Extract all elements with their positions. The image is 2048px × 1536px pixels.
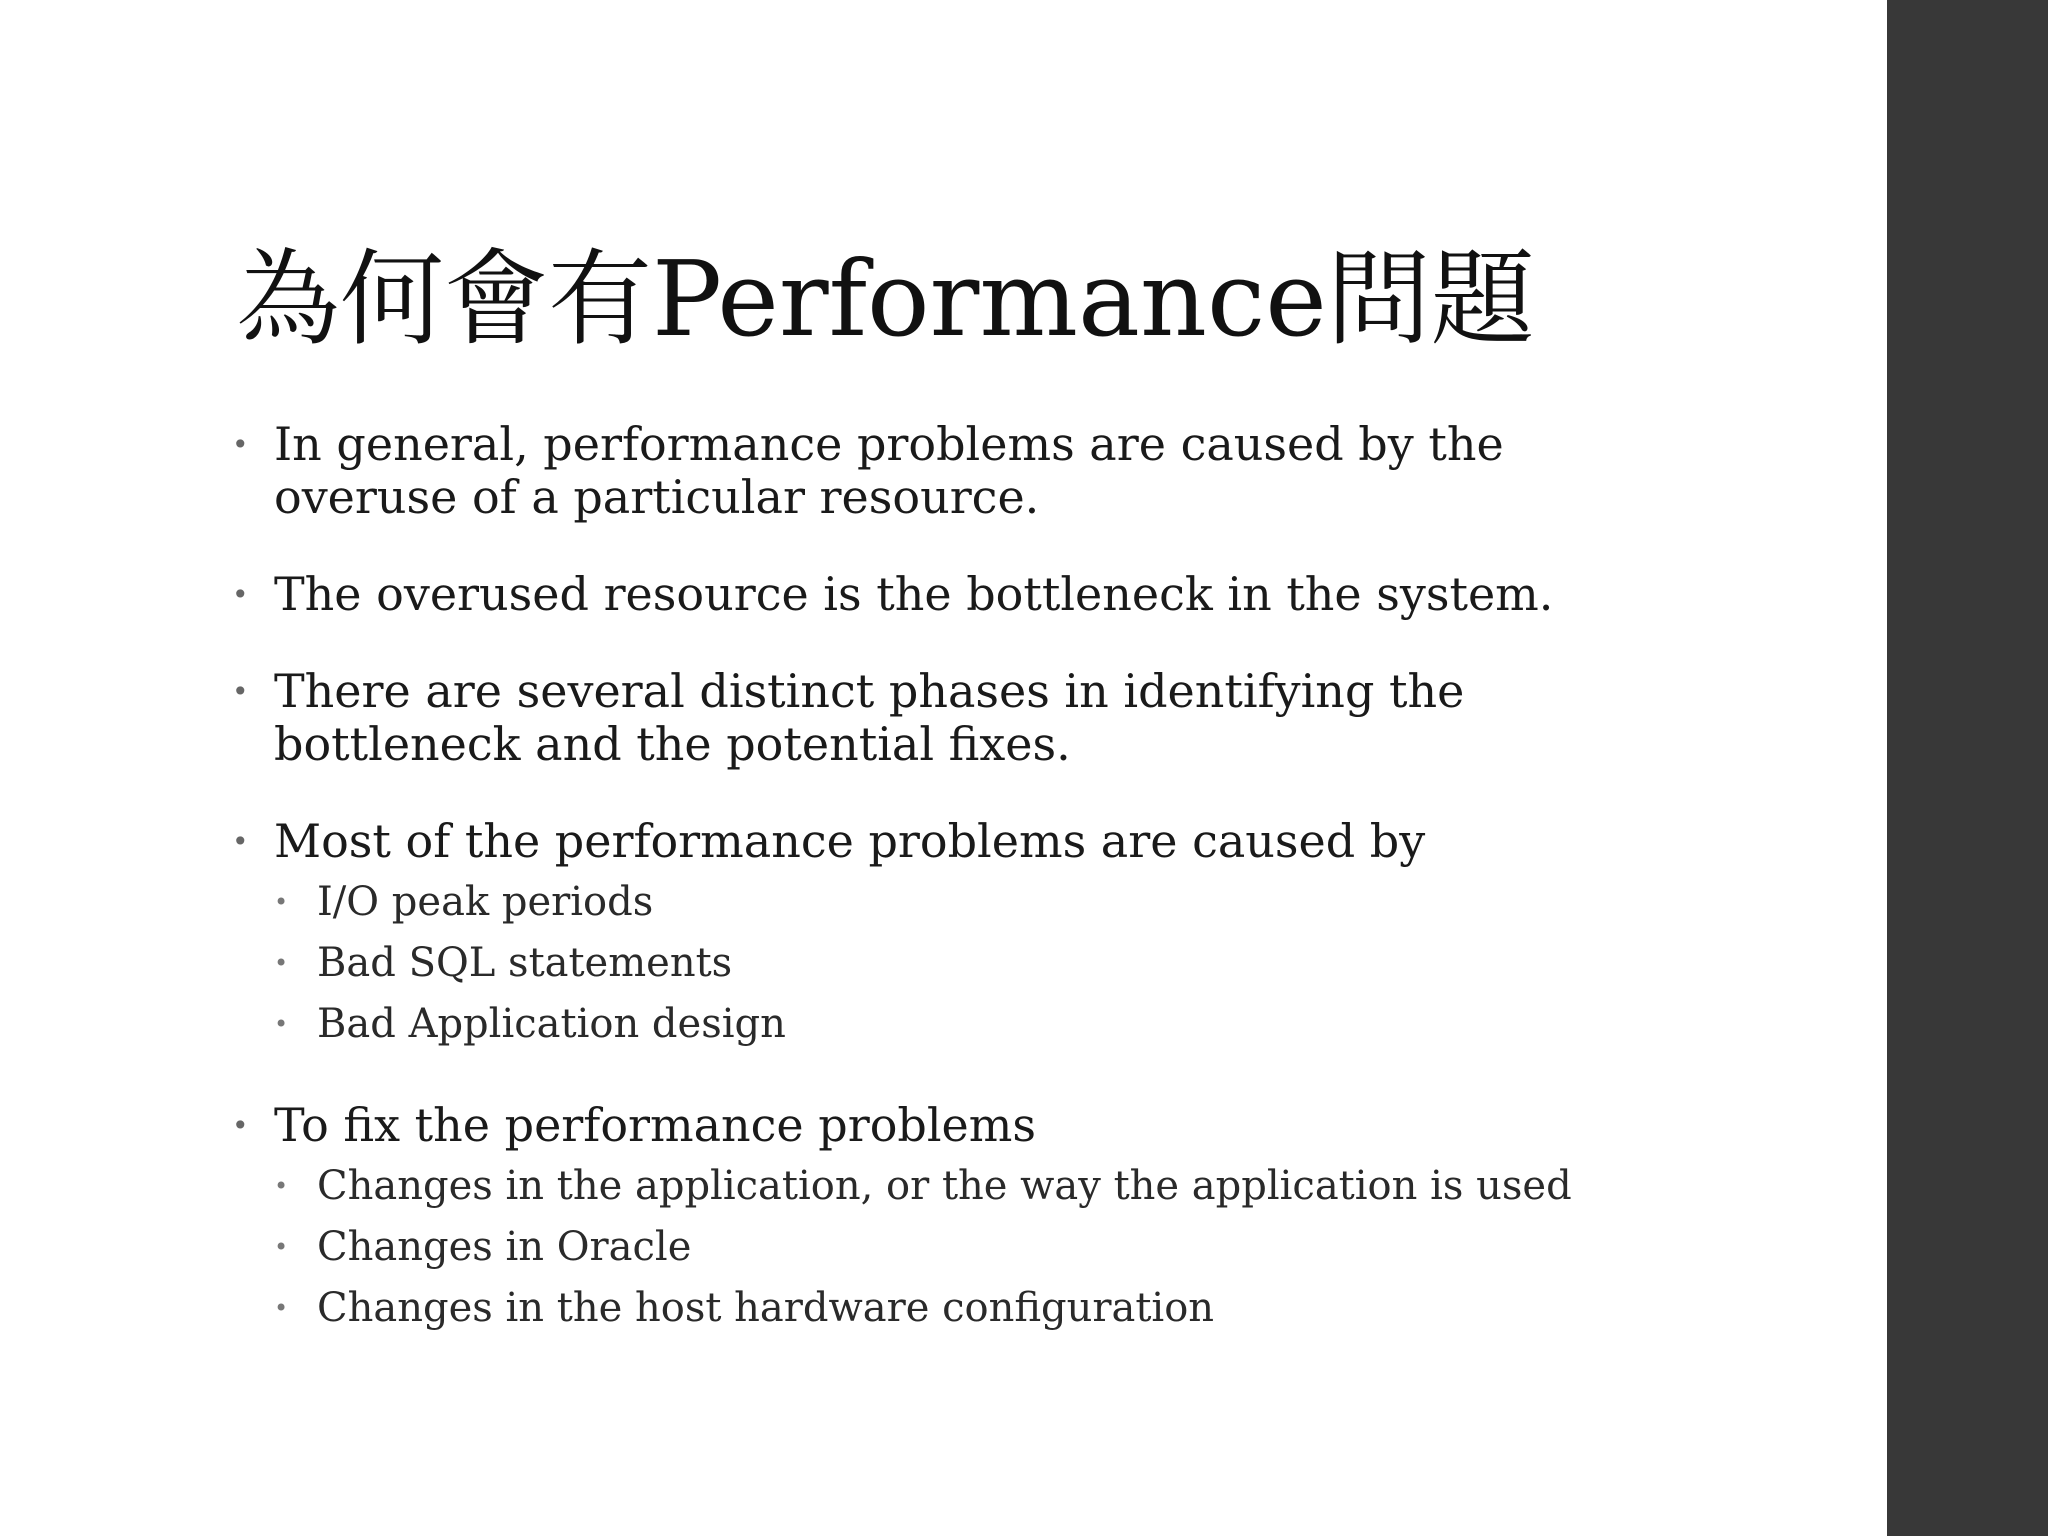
bullet-item bbox=[232, 418, 1574, 524]
bullet-item bbox=[232, 815, 1852, 1055]
sub-bullet-item: • Bad Application design bbox=[274, 994, 1852, 1055]
sub-bullet-item: • I/O peak periods bbox=[274, 872, 1852, 933]
sub-bullet-item: • Changes in Oracle bbox=[274, 1217, 1852, 1278]
sub-bullet-list bbox=[274, 872, 1852, 1055]
bullet-item bbox=[232, 568, 1852, 621]
bullet-text: Most of the performance problems are caused by bbox=[274, 814, 1426, 868]
bullet-text: The overused resource is the bottleneck in the system. bbox=[274, 567, 1554, 621]
sub-bullet-item: • Bad SQL statements bbox=[274, 933, 1852, 994]
bullet-text: To fix the performance problems bbox=[274, 1098, 1037, 1152]
bullet-list bbox=[232, 418, 1852, 1339]
bullet-item bbox=[232, 1099, 1852, 1339]
bullet-item bbox=[232, 665, 1574, 771]
sub-bullet-item: • Changes in the application, or the way the application is used bbox=[274, 1156, 1852, 1217]
slide-content bbox=[232, 418, 1852, 1383]
sub-bullet-item: • Changes in the host hardware configuration bbox=[274, 1278, 1852, 1339]
sub-bullet-list bbox=[274, 1156, 1852, 1339]
slide-title: 為何會有Performance問題 bbox=[236, 238, 1535, 360]
bullet-text: There are several distinct phases in identifying the bottleneck and the potential fixes. bbox=[274, 664, 1465, 771]
bullet-text: In general, performance problems are caused by the overuse of a particular resource. bbox=[274, 417, 1504, 524]
side-bar bbox=[1887, 0, 2048, 1536]
